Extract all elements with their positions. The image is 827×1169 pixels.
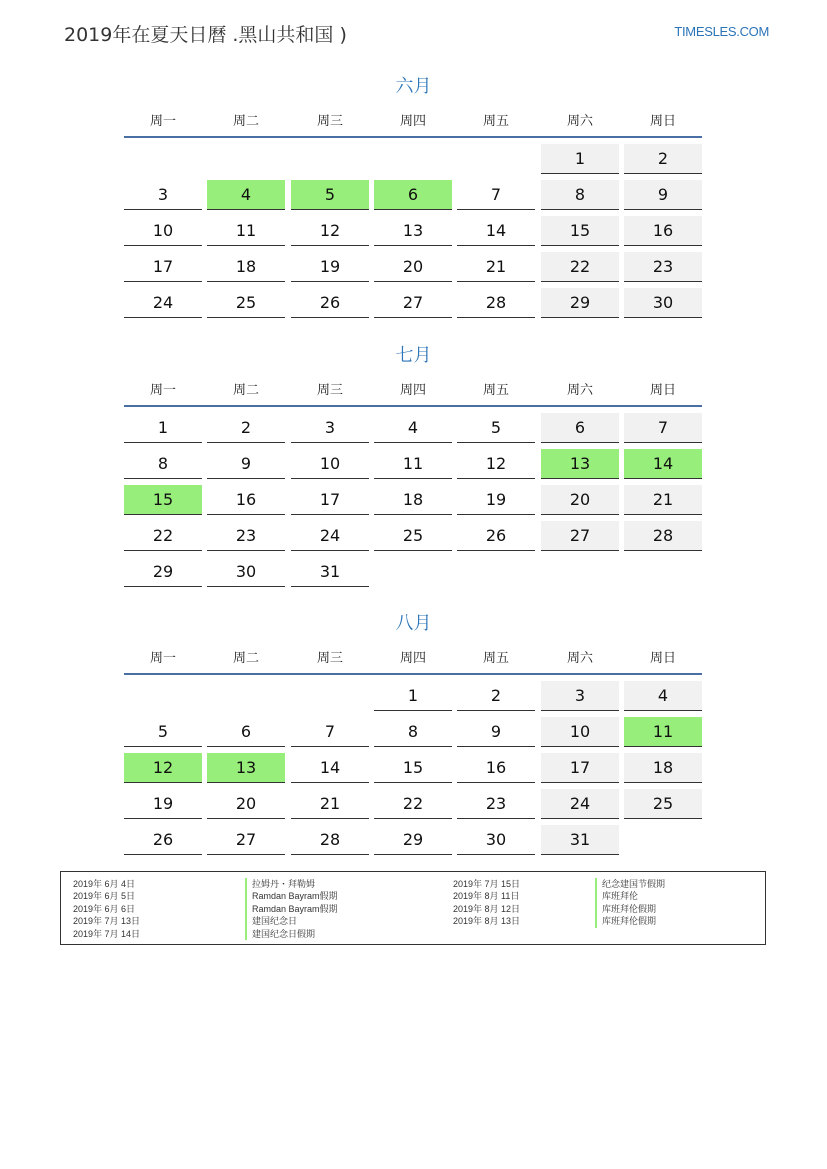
day-cell[interactable]: 13 [374,216,452,246]
day-cell[interactable]: 25 [207,288,285,318]
day-cell[interactable]: 14 [291,753,369,783]
day-cell[interactable]: 21 [624,485,702,515]
day-cell[interactable]: 13 [207,753,285,783]
day-cell[interactable]: 23 [457,789,535,819]
holiday-date: 2019年 7月 15日 [453,879,521,889]
day-cell[interactable]: 3 [541,681,619,711]
day-cell[interactable]: 14 [624,449,702,479]
holiday-date: 2019年 6月 5日 [73,891,136,902]
day-cell[interactable]: 26 [291,288,369,318]
day-cell[interactable]: 28 [291,825,369,855]
day-cell[interactable]: 27 [374,288,452,318]
day-cell[interactable]: 31 [541,825,619,855]
holiday-date: 2019年 6月 4日 [73,879,136,889]
holiday-date: 2019年 8月 11日 [453,891,520,902]
day-cell[interactable]: 15 [541,216,619,246]
day-cell[interactable]: 12 [457,449,535,479]
weekday-header: 周四 [399,383,426,398]
holiday-date: 2019年 8月 12日 [453,903,521,914]
weekday-divider [124,405,702,407]
day-cell[interactable]: 3 [291,413,369,443]
weekday-header: 周二 [232,114,259,129]
holiday-name: 拉姆丹・拜勒姆 [245,878,315,891]
site-link[interactable]: TIMESLES.COM [674,24,769,39]
day-cell[interactable]: 11 [624,717,702,747]
day-cell[interactable]: 11 [207,216,285,246]
holiday-name: 库班拜伦假期 [595,903,656,916]
day-cell[interactable]: 28 [624,521,702,551]
day-cell[interactable]: 5 [291,180,369,210]
day-cell[interactable]: 15 [124,485,202,515]
weekday-header: 周六 [566,114,593,129]
day-cell[interactable]: 22 [374,789,452,819]
day-cell[interactable]: 16 [624,216,702,246]
weekday-header: 周六 [566,383,593,398]
holiday-date: 2019年 7月 14日 [73,928,141,939]
day-cell[interactable]: 6 [374,180,452,210]
day-cell[interactable]: 8 [374,717,452,747]
day-cell[interactable]: 22 [124,521,202,551]
holiday-name: Ramdan Bayram假期 [245,903,338,916]
day-cell[interactable]: 14 [457,216,535,246]
day-cell[interactable]: 29 [374,825,452,855]
day-cell[interactable]: 29 [124,557,202,587]
weekday-header: 周三 [316,651,343,666]
day-cell[interactable]: 24 [291,521,369,551]
day-cell[interactable]: 27 [207,825,285,855]
day-cell[interactable]: 26 [457,521,535,551]
holiday-date: 2019年 6月 6日 [73,903,136,914]
day-cell[interactable]: 18 [207,252,285,282]
day-cell[interactable]: 29 [541,288,619,318]
day-cell[interactable]: 18 [374,485,452,515]
day-cell[interactable]: 13 [541,449,619,479]
weekday-header: 周二 [232,651,259,666]
weekday-header: 周四 [399,114,426,129]
day-cell[interactable]: 25 [624,789,702,819]
day-cell[interactable]: 7 [291,717,369,747]
weekday-header: 周五 [482,651,509,666]
weekday-header: 周三 [316,114,343,129]
day-cell[interactable]: 20 [207,789,285,819]
day-cell[interactable]: 4 [374,413,452,443]
day-cell[interactable]: 5 [124,717,202,747]
month-title: 六月 [395,76,432,97]
day-cell[interactable]: 8 [124,449,202,479]
day-cell[interactable]: 4 [624,681,702,711]
holiday-name: Ramdan Bayram假期 [245,890,338,903]
day-cell[interactable]: 30 [457,825,535,855]
day-cell[interactable]: 19 [291,252,369,282]
day-cell[interactable]: 8 [541,180,619,210]
day-cell[interactable]: 9 [457,717,535,747]
weekday-header: 周五 [482,383,509,398]
day-cell[interactable]: 18 [624,753,702,783]
day-cell[interactable]: 3 [124,180,202,210]
day-cell[interactable]: 16 [207,485,285,515]
weekday-header: 周一 [149,383,176,398]
day-cell[interactable]: 21 [457,252,535,282]
day-cell[interactable]: 10 [541,717,619,747]
day-cell[interactable]: 25 [374,521,452,551]
day-cell[interactable]: 7 [624,413,702,443]
day-cell[interactable]: 1 [541,144,619,174]
day-cell[interactable]: 22 [541,252,619,282]
weekday-header: 周日 [649,114,676,129]
weekday-header: 周二 [232,383,259,398]
day-cell[interactable]: 9 [207,449,285,479]
month-title: 七月 [395,345,432,366]
page-title: 2019年在夏天日曆 .黑山共和国 ) [64,24,347,46]
weekday-header: 周一 [149,114,176,129]
holiday-date: 2019年 7月 13日 [73,916,141,927]
day-cell[interactable]: 30 [624,288,702,318]
weekday-header: 周三 [316,383,343,398]
day-cell[interactable]: 17 [541,753,619,783]
day-cell[interactable]: 24 [541,789,619,819]
month-title: 八月 [395,613,432,634]
day-cell[interactable]: 16 [457,753,535,783]
day-cell[interactable]: 15 [374,753,452,783]
day-cell[interactable]: 6 [207,717,285,747]
day-cell[interactable]: 28 [457,288,535,318]
day-cell[interactable]: 2 [207,413,285,443]
holiday-name: 库班拜伦 [595,890,638,903]
weekday-header: 周日 [649,383,676,398]
day-cell[interactable]: 2 [457,681,535,711]
holiday-legend [60,871,766,945]
day-cell[interactable]: 10 [291,449,369,479]
holiday-name: 纪念建国节假期 [595,878,665,891]
weekday-header: 周日 [649,651,676,666]
day-cell[interactable]: 11 [374,449,452,479]
day-cell[interactable]: 1 [124,413,202,443]
day-cell[interactable]: 17 [124,252,202,282]
day-cell[interactable]: 21 [291,789,369,819]
day-cell[interactable]: 24 [124,288,202,318]
weekday-header: 周六 [566,651,593,666]
holiday-name: 库班拜伦假期 [595,915,656,928]
day-cell[interactable]: 26 [124,825,202,855]
holiday-date: 2019年 8月 13日 [453,916,521,927]
day-cell[interactable]: 17 [291,485,369,515]
weekday-divider [124,673,702,675]
day-cell[interactable]: 2 [624,144,702,174]
day-cell[interactable]: 20 [541,485,619,515]
weekday-header: 周五 [482,114,509,129]
day-cell[interactable]: 19 [457,485,535,515]
holiday-name: 建国纪念日 [245,915,297,928]
day-cell[interactable]: 20 [374,252,452,282]
weekday-divider [124,136,702,138]
day-cell[interactable]: 23 [207,521,285,551]
weekday-header: 周四 [399,651,426,666]
day-cell[interactable]: 27 [541,521,619,551]
holiday-name: 建国纪念日假期 [245,928,315,941]
day-cell[interactable]: 7 [457,180,535,210]
day-cell[interactable]: 12 [291,216,369,246]
day-cell[interactable]: 6 [541,413,619,443]
day-cell[interactable]: 9 [624,180,702,210]
day-cell[interactable]: 4 [207,180,285,210]
weekday-header: 周一 [149,651,176,666]
day-cell[interactable]: 5 [457,413,535,443]
day-cell[interactable]: 23 [624,252,702,282]
day-cell[interactable]: 31 [291,557,369,587]
day-cell[interactable]: 30 [207,557,285,587]
day-cell[interactable]: 1 [374,681,452,711]
day-cell[interactable]: 19 [124,789,202,819]
day-cell[interactable]: 12 [124,753,202,783]
day-cell[interactable]: 10 [124,216,202,246]
